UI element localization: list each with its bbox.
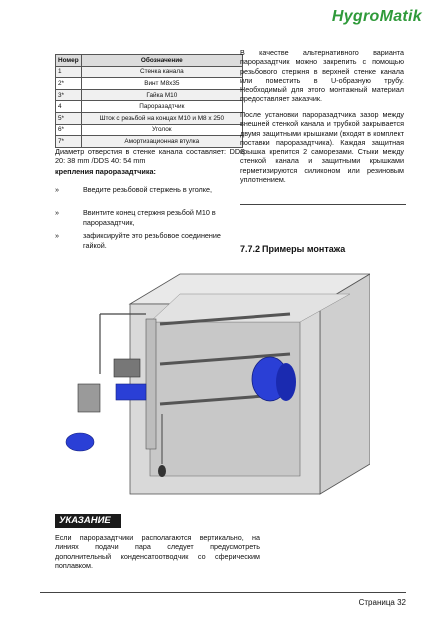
table-row [56,89,243,101]
row-number: 3* [56,89,82,101]
drain-weight [158,465,166,477]
step-text: зафиксируйте это резьбовое соединение гайкой. [83,231,221,250]
table-row [56,124,243,136]
row-designation: Гайка M10 [81,89,242,101]
section-number: 7.7.2 [240,244,261,254]
steam-distributor-cap [276,363,296,401]
row-designation: Шток с резьбой на концах M10 и M8 x 250 [81,112,242,124]
parts-table-header [56,55,243,67]
table-row [56,101,243,113]
table-row [56,112,243,124]
table-row [56,136,243,148]
valve-housing-blue [116,384,146,400]
vertical-pipe [146,319,156,449]
note-text: Если пароразадтчики располагаются вертикально, на линиях подачи пара следует предусмотреть дополнительный конденсатоотводчик со сферическим поплавком. [55,533,260,571]
row-designation: Винт M8x35 [81,78,242,90]
header-designation: Обозначение [81,55,242,67]
row-number: 1 [56,66,82,78]
mounting-illustration [50,264,370,504]
valve-body [114,359,140,377]
step-text: Введите резьбовой стержень в уголке, [83,185,212,194]
mounting-heading: крепления пароразадтчика: [55,167,156,176]
parts-table [55,54,243,148]
row-number: 2* [56,78,82,90]
row-number: 7* [56,136,82,148]
bullet-mark: » [55,231,59,240]
table-row [56,66,243,78]
right-paragraph-2: После установки пароразадтчика зазор между внешней стенкой канала и трубкой закрывается двумя защитными крышками (входят в комплект поставки пароразадтчика). Каждая защитная крышка крепится 2 саморезами. Стыки между стенкой канала и защитными крышками герметизируются силиконом или резиновым уплотнением. [240,110,404,185]
bullet-mark: » [55,185,59,194]
table-row [56,78,243,90]
divider [240,204,406,205]
note-badge: УКАЗАНИЕ [55,514,121,528]
header-number: Номер [56,55,82,67]
right-paragraph-1: В качестве альтернативного варианта пароразадтчик можно закрепить с помощью резьбового стержня в верхней стенке канала или поместить в U-образную трубу. Необходимый для этого монтажный материал предоставляет заказчик. [240,48,404,104]
page-number: Страница 32 [358,598,406,607]
condensate-trap [78,384,100,412]
section-heading [240,244,345,254]
row-designation: Стенка канала [81,66,242,78]
diameter-text: Диаметр отверстия в стенке канала составляет: DDS 20: 38 mm /DDS 40: 54 mm [55,147,245,166]
brand-logo [332,8,422,26]
row-number: 6* [56,124,82,136]
row-designation: Амортизационная втулка [81,136,242,148]
row-designation: Пароразадтчик [81,101,242,113]
duct-side-face [320,274,370,494]
brand-logo-part2: Matik [379,8,422,25]
brand-logo-part1: Hygro [331,8,380,25]
row-number: 5* [56,112,82,124]
row-number: 4 [56,101,82,113]
bullet-mark: » [55,208,59,217]
section-title: Примеры монтажа [262,244,346,254]
float-trap-blue [66,433,94,451]
footer-divider [40,592,406,593]
step-text: Ввинтите конец стержня резьбой M10 в пароразадтчик, [83,208,216,227]
row-designation: Уголок [81,124,242,136]
